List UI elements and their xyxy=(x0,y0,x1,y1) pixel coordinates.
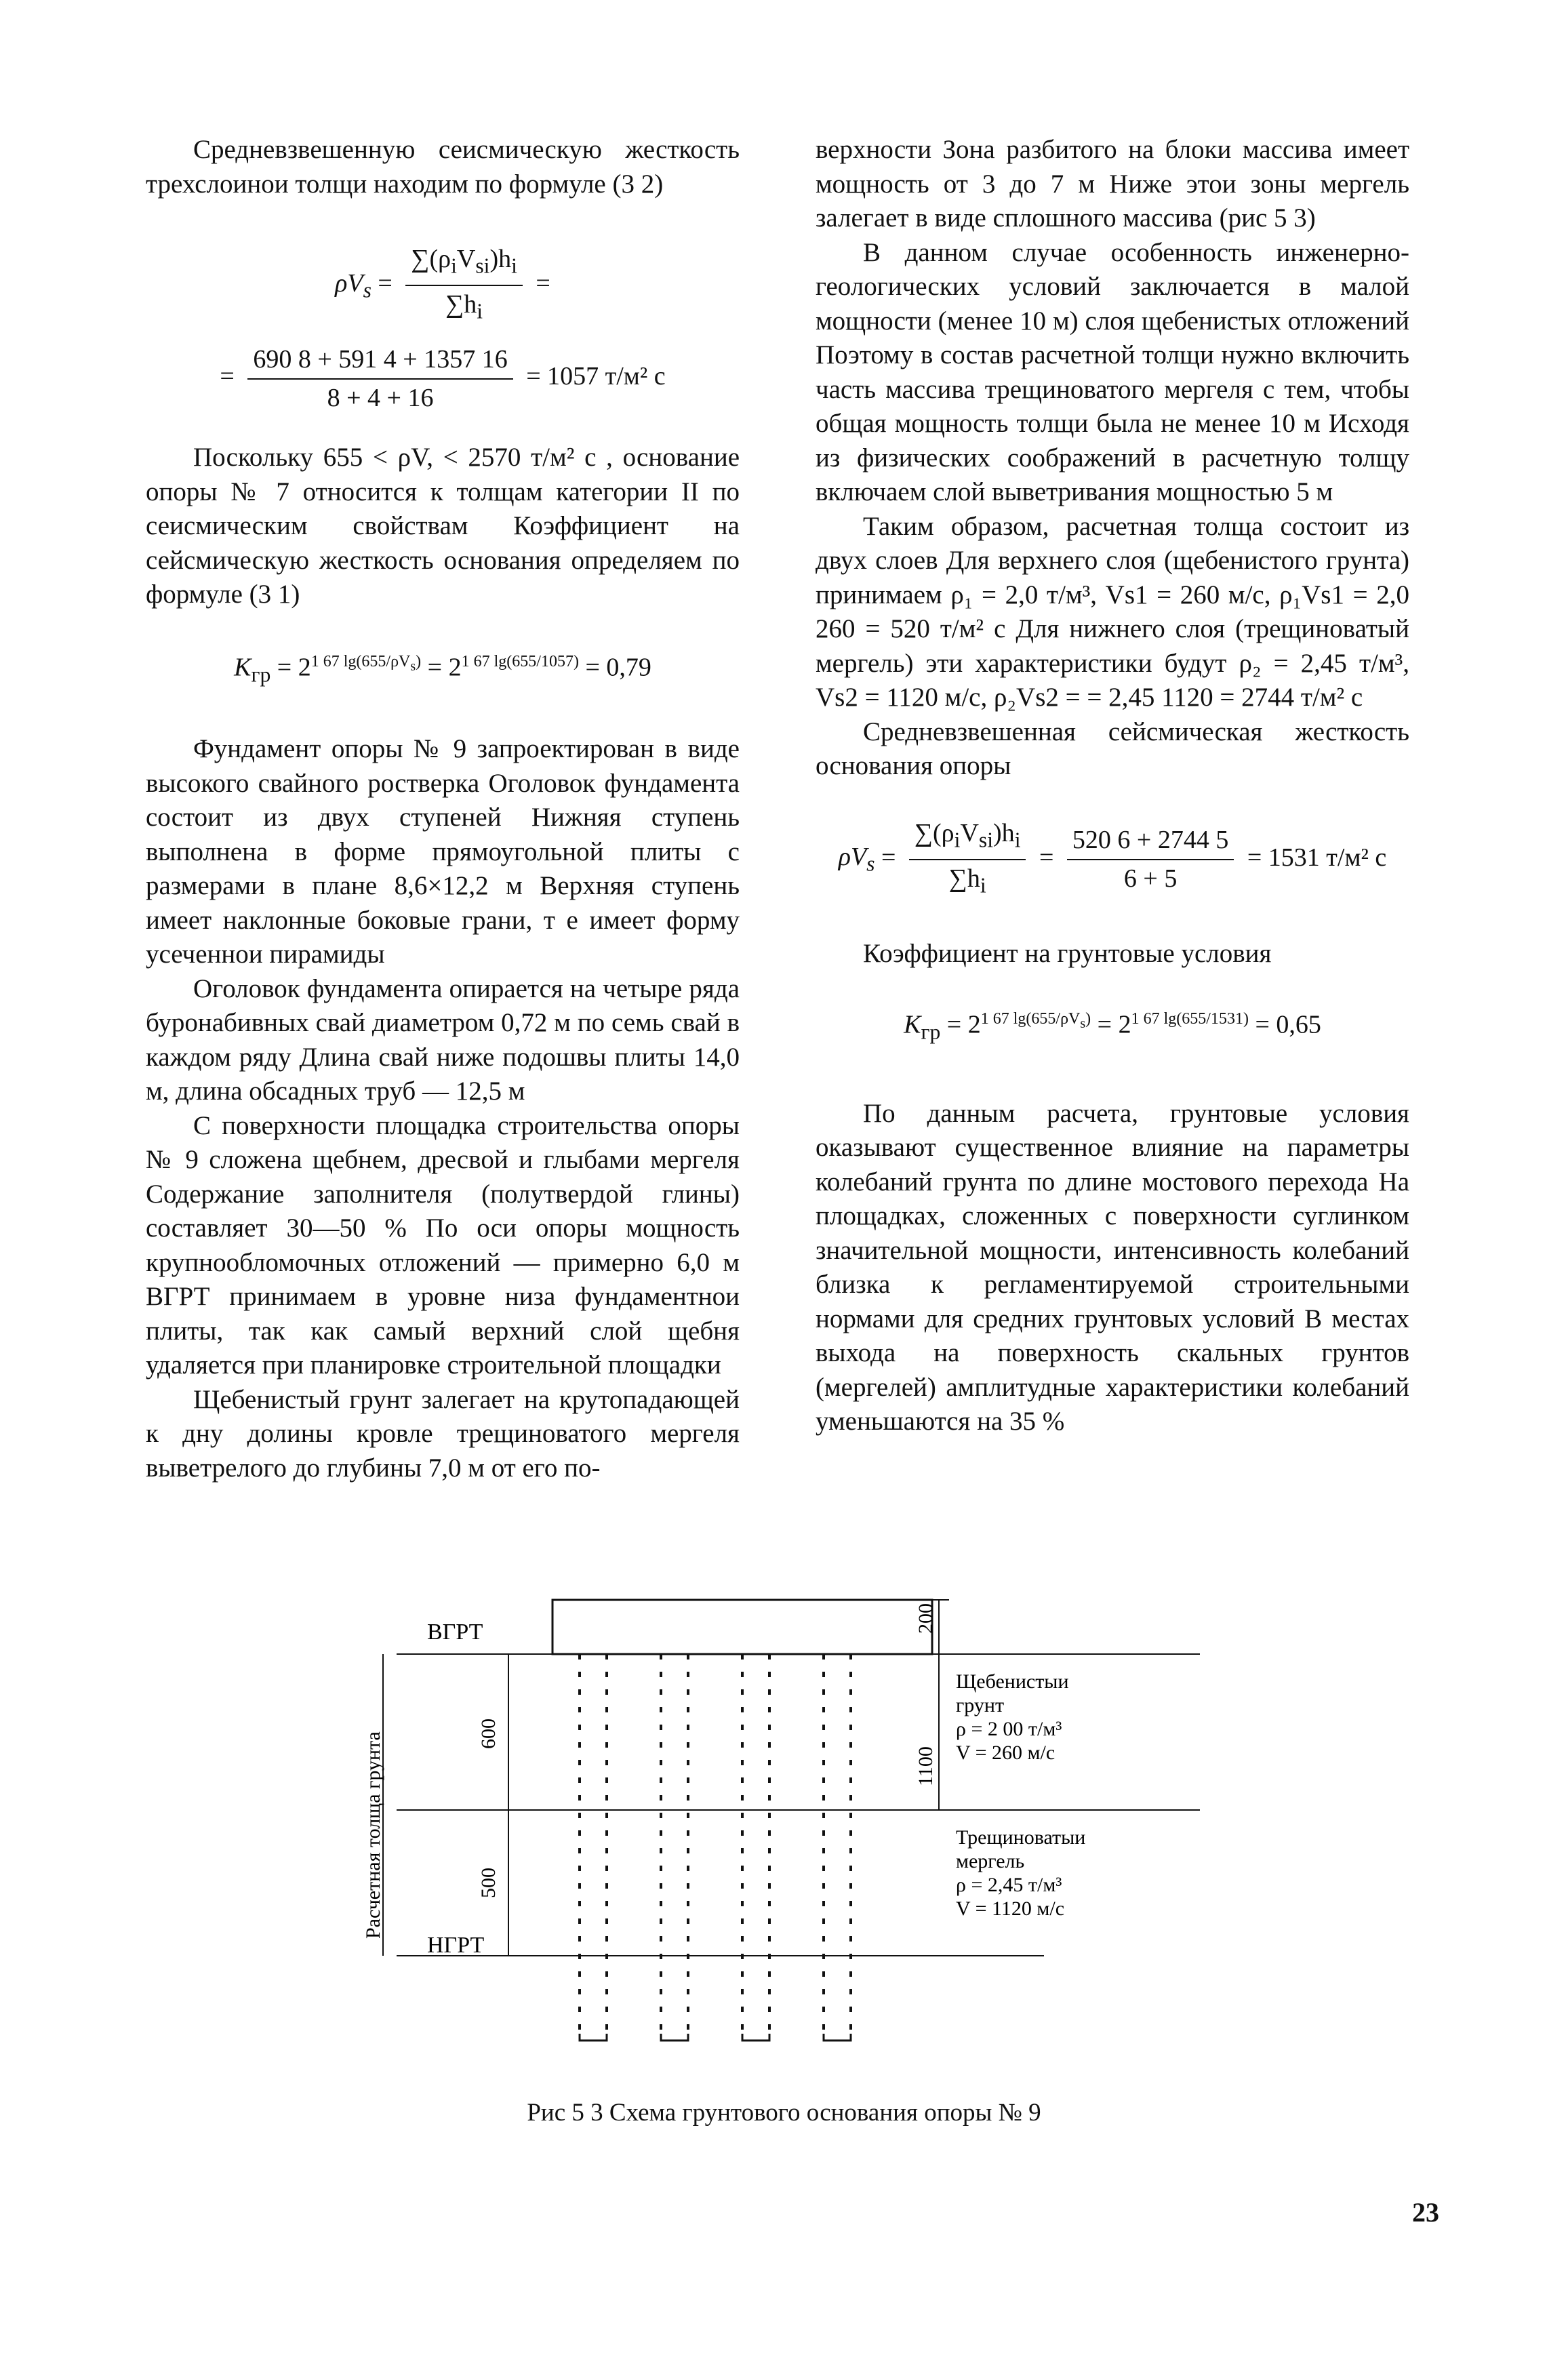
piles xyxy=(580,1654,851,2034)
right-paragraph-3: Таким образом, расчетная толща состоит из двух слоев Для верхнего слоя (щебенистого грунта) принимаем ρ₁ = 2,0 т/м³, Vs1 = 260 м/с, ρ₁Vs1 = 2,0 260 = 520 т/м² с Для нижнего слоя (трещиноватый мергель) эти характеристики будут ρ₂ = 2,45 т/м³, Vs2 = 1120 м/с, ρ₂Vs2 = = 2,45 1120 = 2744 т/м² с xyxy=(816,511,1409,712)
left-column xyxy=(146,133,740,1485)
formula-3: $\rho V_s$ = $\frac{\sum(\rho_iV_{si})h_i}{\sum h_i}$ = $\frac{520 6 + 2744 5}{6 + 5}$ = 1531 т/м² с xyxy=(816,816,1409,903)
layer1-v: V = 260 м/с xyxy=(956,1742,1056,1764)
formula-3-numerator: 520 6 + 2744 5 xyxy=(1067,823,1234,860)
formula-1: $\rho V_s$ = $\frac{\sum(\rho_iV_{si})h_i}{\sum h_i}$ = = $\frac{690 8 + 591 4 + 1357 16}{8 + 4 + 16}$ = 1057 т/м² с xyxy=(146,242,740,415)
right-paragraph-5: Коэффициент на грунтовые условия xyxy=(863,938,1272,968)
layer2-title2: мергель xyxy=(956,1850,1025,1872)
formula-2-result: = 0,79 xyxy=(585,653,651,682)
right-paragraph-6: По данным расчета, грунтовые условия оказывают существенное влияние на параметры колебаний грунта по длине мостового перехода На площадках, сложенных с поверхности суглинком значительной мощности, интенсивность колебаний близка к регламентируемой строительными нормами для средних грунтовых условий В местах выхода на поверхность скальных грунтов (мергелей) амплитудные характеристики колебаний уменьшаются на 35 % xyxy=(816,1098,1409,1436)
layer2-rho: ρ = 2,45 т/м³ xyxy=(956,1874,1062,1896)
left-paragraph-3: Фундамент опоры № 9 запроектирован в виде высокого свайного ростверка Оголовок фундамента состоит из двух ступеней Нижняя ступень выполнена в форме прямоугольной плиты с размерами в плане 8,6×12,2 м Верхняя ступень имеет наклонные боковые грани, т е имеет форму усеченнои пирамиды xyxy=(146,734,740,969)
formula-2: $K_{гр} = 2^{1 67 lg(655/\rho V_s)} = 2^{1 67 lg(655/1057)} = 0,79$ xyxy=(234,652,651,686)
layer1-rho: ρ = 2 00 т/м³ xyxy=(956,1718,1062,1740)
left-paragraph-2: Поскольку 655 < ρV, < 2570 т/м² с , основание опоры № 7 относится к толщам категории II по сеисмическим свойствам Коэффициент на сейсмическую жесткость основания определяем по формуле (3 1) xyxy=(146,443,740,609)
ngrt-label: НГРТ xyxy=(427,1933,485,1958)
formula-1-result: = 1057 т/м² с xyxy=(526,362,666,391)
left-paragraph-5: С поверхности площадка строительства опоры № 9 сложена щебнем, дресвой и глыбами мергеля Содержание заполнителя (полутвердой глины) составляет 30—50 % По оси опоры мощность крупнообломочных отложений — примерно 6,0 м ВГРТ принимаем в уровне низа фундаментнои плиты, так как самый верхний слой щебня удаляется при планировке строительной площадки xyxy=(146,1110,740,1380)
side-label: Расчетная толща грунта xyxy=(362,1731,384,1939)
dim-200-label: 200 xyxy=(914,1603,937,1634)
right-paragraph-1: верхности Зона разбитого на блоки массива имеет мощность от 3 до 7 м Ниже этои зоны мергель залегает в виде сплошного массива (рис 5 3) xyxy=(816,135,1409,233)
right-column xyxy=(816,133,1409,1439)
formula-3-result: = 1531 т/м² с xyxy=(1247,843,1387,872)
layer2-title: Трещиноватыи xyxy=(956,1826,1086,1849)
soil-scheme-figure xyxy=(362,1586,1207,2081)
layer1-title: Щебенистыи xyxy=(956,1670,1069,1693)
left-paragraph-4: Оголовок фундамента опирается на четыре ряда буронабивных свай диаметром 0,72 м по семь свай в каждом ряду Длина свай ниже подошвы плиты 14,0 м, длина обсадных труб — 12,5 м xyxy=(146,973,740,1106)
formula-4-result: = 0,65 xyxy=(1255,1010,1321,1039)
formula-1-denominator: 8 + 4 + 16 xyxy=(327,383,434,412)
foundation-plate xyxy=(552,1600,932,1654)
dim-500-label: 500 xyxy=(477,1868,500,1898)
layer1-title2: грунт xyxy=(956,1694,1005,1716)
formula-1-numerator: 690 8 + 591 4 + 1357 16 xyxy=(247,342,512,380)
vgrt-label: ВГРТ xyxy=(427,1620,483,1645)
dim-1100-label: 1100 xyxy=(914,1746,937,1786)
soil-scheme-drawing xyxy=(362,1586,1207,2081)
right-paragraph-4: Средневзвешенная сейсмическая жесткость основания опоры xyxy=(816,717,1409,780)
dim-600-label: 600 xyxy=(477,1718,500,1749)
figure-caption: Рис 5 3 Схема грунтового основания опоры № 9 xyxy=(527,2099,1041,2127)
left-paragraph-6: Щебенистый грунт залегает на крутопадающей к дну долины кровле трещиноватого мергеля выветрелого до глубины 7,0 м от его по- xyxy=(146,1384,740,1483)
layer2-v: V = 1120 м/с xyxy=(956,1897,1065,1920)
left-paragraph-1: Средневзвешенную сеисмическую жесткость трехслоинои толщи находим по формуле (3 2) xyxy=(146,135,740,199)
formula-3-denominator: 6 + 5 xyxy=(1123,864,1178,893)
page-number: 23 xyxy=(1412,2197,1439,2228)
right-paragraph-2: В данном случае особенность инженерно-геологических условий заключается в малой мощности (менее 10 м) слоя щебенистых отложений Поэтому в состав расчетной толщи нужно включить часть массива трещиноватого мергеля с тем, чтобы общая мощность толщи была не менее 10 м Исходя из физических соображений в расчетную толщу включаем слой выветривания мощностью 5 м xyxy=(816,237,1409,506)
formula-4: $K_{гр} = 2^{1 67 lg(655/\rho V_s)} = 2^{1 67 lg(655/1531)} = 0,65$ xyxy=(904,1010,1321,1044)
